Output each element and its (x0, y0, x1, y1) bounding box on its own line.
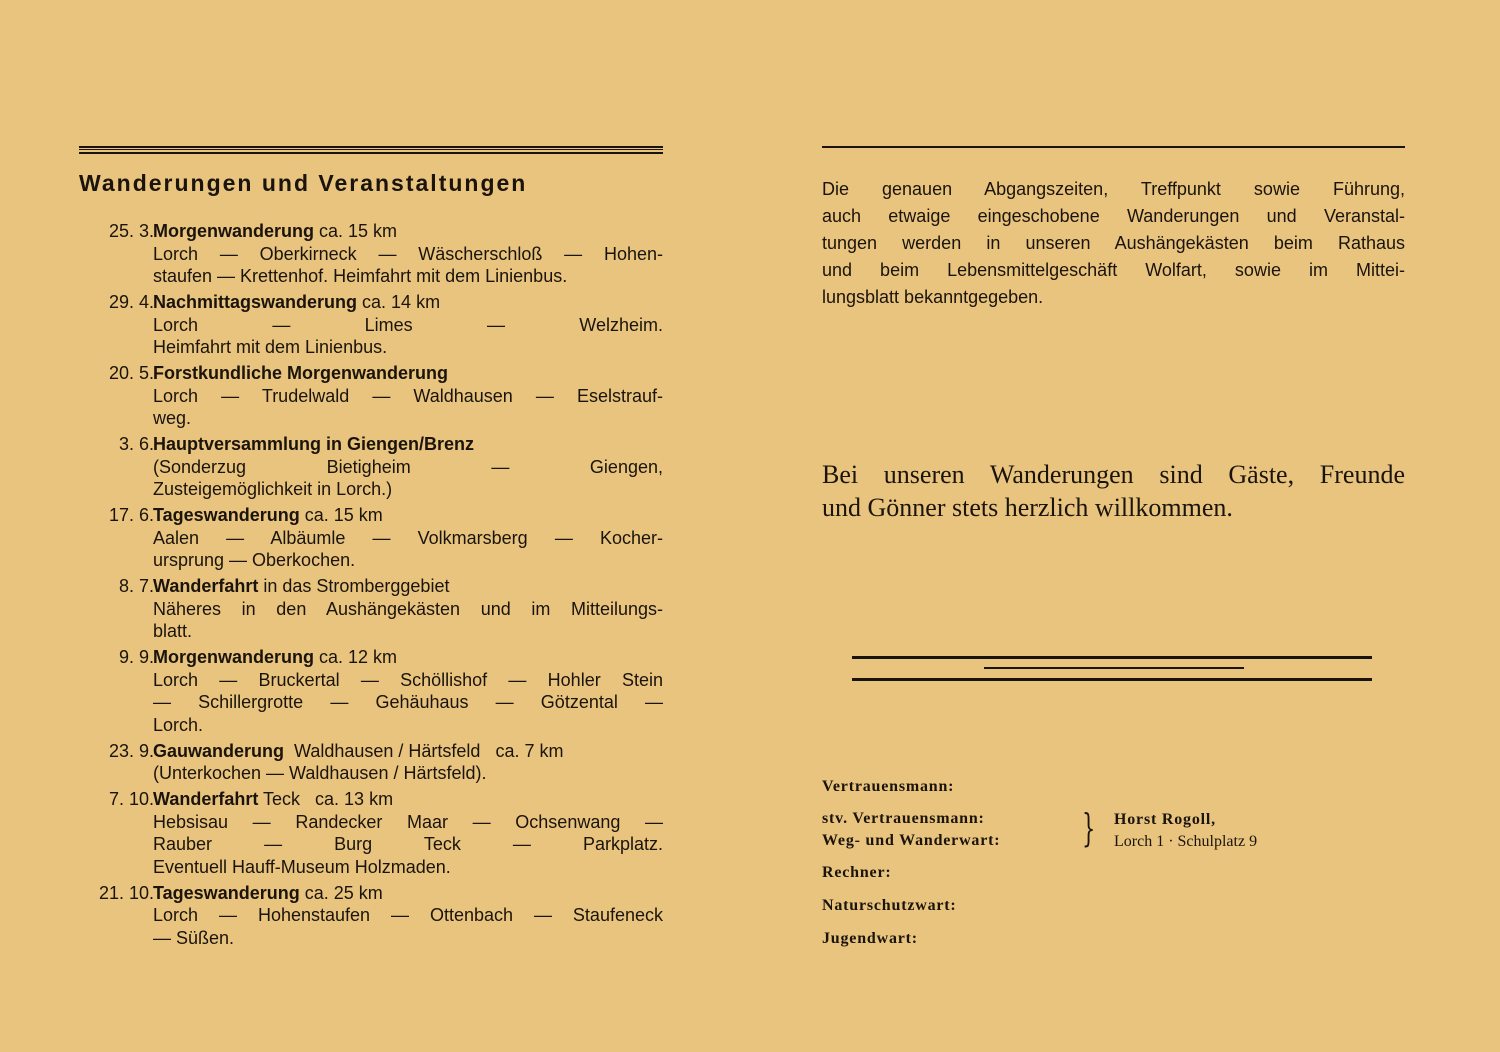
event-date-text: 17. 6. (108, 505, 154, 525)
event-date-text: 25. 3. (108, 221, 154, 241)
event-heading (153, 504, 663, 527)
event-detail: Teck ca. 13 km (258, 789, 394, 809)
event-date-text: 29. 4. (108, 292, 154, 312)
event-description-line: weg. (153, 408, 192, 428)
role-rechner: Rechner: (822, 864, 892, 881)
event-body (153, 740, 663, 785)
event-date (79, 504, 154, 572)
event-body (153, 646, 663, 736)
event-heading (153, 362, 663, 385)
info-line: und beim Lebensmittelgeschäft Wolfart, sowie im Mittei- (822, 260, 1405, 280)
event-date (79, 362, 154, 430)
ornament-line-bottom (852, 678, 1372, 681)
event-description-line: Heimfahrt mit dem Linienbus. (153, 337, 388, 357)
event-name: Wanderfahrt (153, 576, 259, 596)
event-description-line: Lorch — Bruckertal — Schöllishof — Hohler Stein (153, 669, 663, 690)
event-description-line: ursprung — Oberkochen. (153, 550, 356, 570)
event-description-line: staufen — Krettenhof. Heimfahrt mit dem Linienbus. (153, 266, 568, 286)
event-body (153, 575, 663, 643)
event-body (153, 882, 663, 950)
event-schedule (79, 220, 663, 953)
event-date-text: 20. 5. (108, 363, 154, 383)
event-description-line: Aalen — Albäumle — Volkmarsberg — Kocher- (153, 527, 663, 548)
event-body (153, 504, 663, 572)
role-stv-vertrauensmann: stv. Vertrauensmann: (822, 810, 985, 827)
event-description-line: Näheres in den Aushängekästen und im Mitteilungs- (153, 598, 663, 619)
event-detail: ca. 15 km (299, 505, 383, 525)
event-description-line: (Sonderzug Bietigheim — Giengen, (153, 456, 663, 477)
event-body (153, 220, 663, 288)
event-entry (79, 646, 663, 736)
info-paragraph (822, 176, 1405, 311)
event-date-text: 21. 10. (98, 882, 154, 903)
event-description-line: Rauber — Burg Teck — Parkplatz. (153, 834, 663, 854)
event-date-text: 8. 7. (118, 576, 154, 596)
event-heading (153, 220, 663, 243)
event-date-text: 3. 6. (118, 434, 154, 454)
event-body (153, 433, 663, 501)
event-heading (153, 575, 663, 598)
event-detail: Waldhausen / Härtsfeld ca. 7 km (284, 740, 564, 761)
event-name: Nachmittagswanderung (153, 292, 358, 312)
event-body (153, 291, 663, 359)
event-date (79, 646, 154, 736)
event-body (153, 788, 663, 878)
event-description-line: Zusteigemöglichkeit in Lorch.) (153, 479, 393, 499)
schedule-title: Wanderungen und Veranstaltungen (79, 170, 528, 196)
event-heading (153, 788, 663, 811)
event-date-text: 23. 9. (108, 740, 154, 761)
event-date-text: 7. 10. (108, 789, 154, 809)
top-double-rule-left (79, 146, 663, 154)
event-detail: ca. 12 km (314, 647, 398, 667)
event-name: Gauwanderung (153, 740, 285, 761)
ornament-line-top (852, 656, 1372, 659)
event-name: Wanderfahrt (153, 789, 259, 809)
event-name: Hauptversammlung in Giengen/Brenz (153, 434, 475, 454)
event-name: Tageswanderung (153, 882, 300, 903)
info-line: Die genauen Abgangszeiten, Treffpunkt sowie Führung, (822, 179, 1405, 199)
event-entry (79, 220, 663, 288)
event-detail: ca. 14 km (357, 292, 441, 312)
officer-name: Horst Rogoll, (1114, 811, 1216, 828)
welcome-line: Bei unseren Wanderungen sind Gäste, Freunde (822, 460, 1405, 489)
event-entry (79, 362, 663, 430)
welcome-message (822, 458, 1405, 524)
event-description-line: Eventuell Hauff-Museum Holzmaden. (153, 856, 451, 877)
event-date (79, 291, 154, 359)
event-description-line: — Süßen. (153, 927, 235, 948)
ornament-line-middle (984, 667, 1244, 669)
event-entry (79, 788, 663, 878)
event-entry (79, 504, 663, 572)
top-rule-right (822, 146, 1405, 148)
event-date (79, 882, 154, 950)
info-line: auch etwaige eingeschobene Wanderungen und Veranstal- (822, 206, 1405, 226)
event-description-line: Lorch — Limes — Welzheim. (153, 314, 663, 335)
decorative-rule-ornament (852, 656, 1372, 686)
event-detail: ca. 25 km (299, 882, 383, 903)
info-line: tungen werden in unseren Aushängekästen beim Rathaus (822, 233, 1405, 253)
event-entry (79, 740, 663, 785)
event-date (79, 575, 154, 643)
event-description-line: Lorch — Oberkirneck — Wäscherschloß — Hohen- (153, 243, 663, 264)
event-name: Forstkundliche Morgenwanderung (153, 363, 449, 383)
event-heading (153, 740, 663, 763)
event-heading (153, 882, 663, 905)
event-body (153, 362, 663, 430)
event-description-line: Lorch. (153, 714, 204, 735)
info-line: lungsblatt bekanntgegeben. (822, 287, 1044, 307)
event-heading (153, 291, 663, 314)
event-name: Tageswanderung (153, 505, 300, 525)
event-detail: in das Stromberggebiet (258, 576, 450, 596)
event-date (79, 220, 154, 288)
role-jugendwart: Jugendwart: (822, 930, 918, 947)
event-description-line: Lorch — Hohenstaufen — Ottenbach — Staufeneck (153, 905, 663, 925)
event-heading (153, 433, 663, 456)
event-description-line: Hebsisau — Randecker Maar — Ochsenwang — (153, 811, 663, 832)
officer-address: Lorch 1 · Schulplatz 9 (1114, 833, 1258, 850)
event-description-line: blatt. (153, 621, 193, 641)
event-detail: ca. 15 km (314, 221, 398, 241)
event-description-line: — Schillergrotte — Gehäuhaus — Götzental — (153, 692, 663, 712)
event-heading (153, 646, 663, 669)
event-entry (79, 882, 663, 950)
event-name: Morgenwanderung (153, 647, 314, 667)
event-entry (79, 291, 663, 359)
event-description-line: (Unterkochen — Waldhausen / Härtsfeld). (153, 763, 487, 783)
event-name: Morgenwanderung (153, 221, 314, 241)
event-entry (79, 433, 663, 501)
event-date (79, 788, 154, 878)
role-vertrauensmann: Vertrauensmann: (822, 778, 955, 795)
event-date (79, 740, 154, 785)
role-wegwart: Weg- und Wanderwart: (822, 832, 1001, 849)
event-entry (79, 575, 663, 643)
role-naturschutzwart: Naturschutzwart: (822, 897, 957, 914)
event-date-text: 9. 9. (118, 647, 154, 667)
brace-glyph: } (1082, 806, 1096, 850)
welcome-line: und Gönner stets herzlich willkommen. (822, 493, 1233, 522)
event-date (79, 433, 154, 501)
event-description-line: Lorch — Trudelwald — Waldhausen — Eselstrauf- (153, 385, 663, 406)
